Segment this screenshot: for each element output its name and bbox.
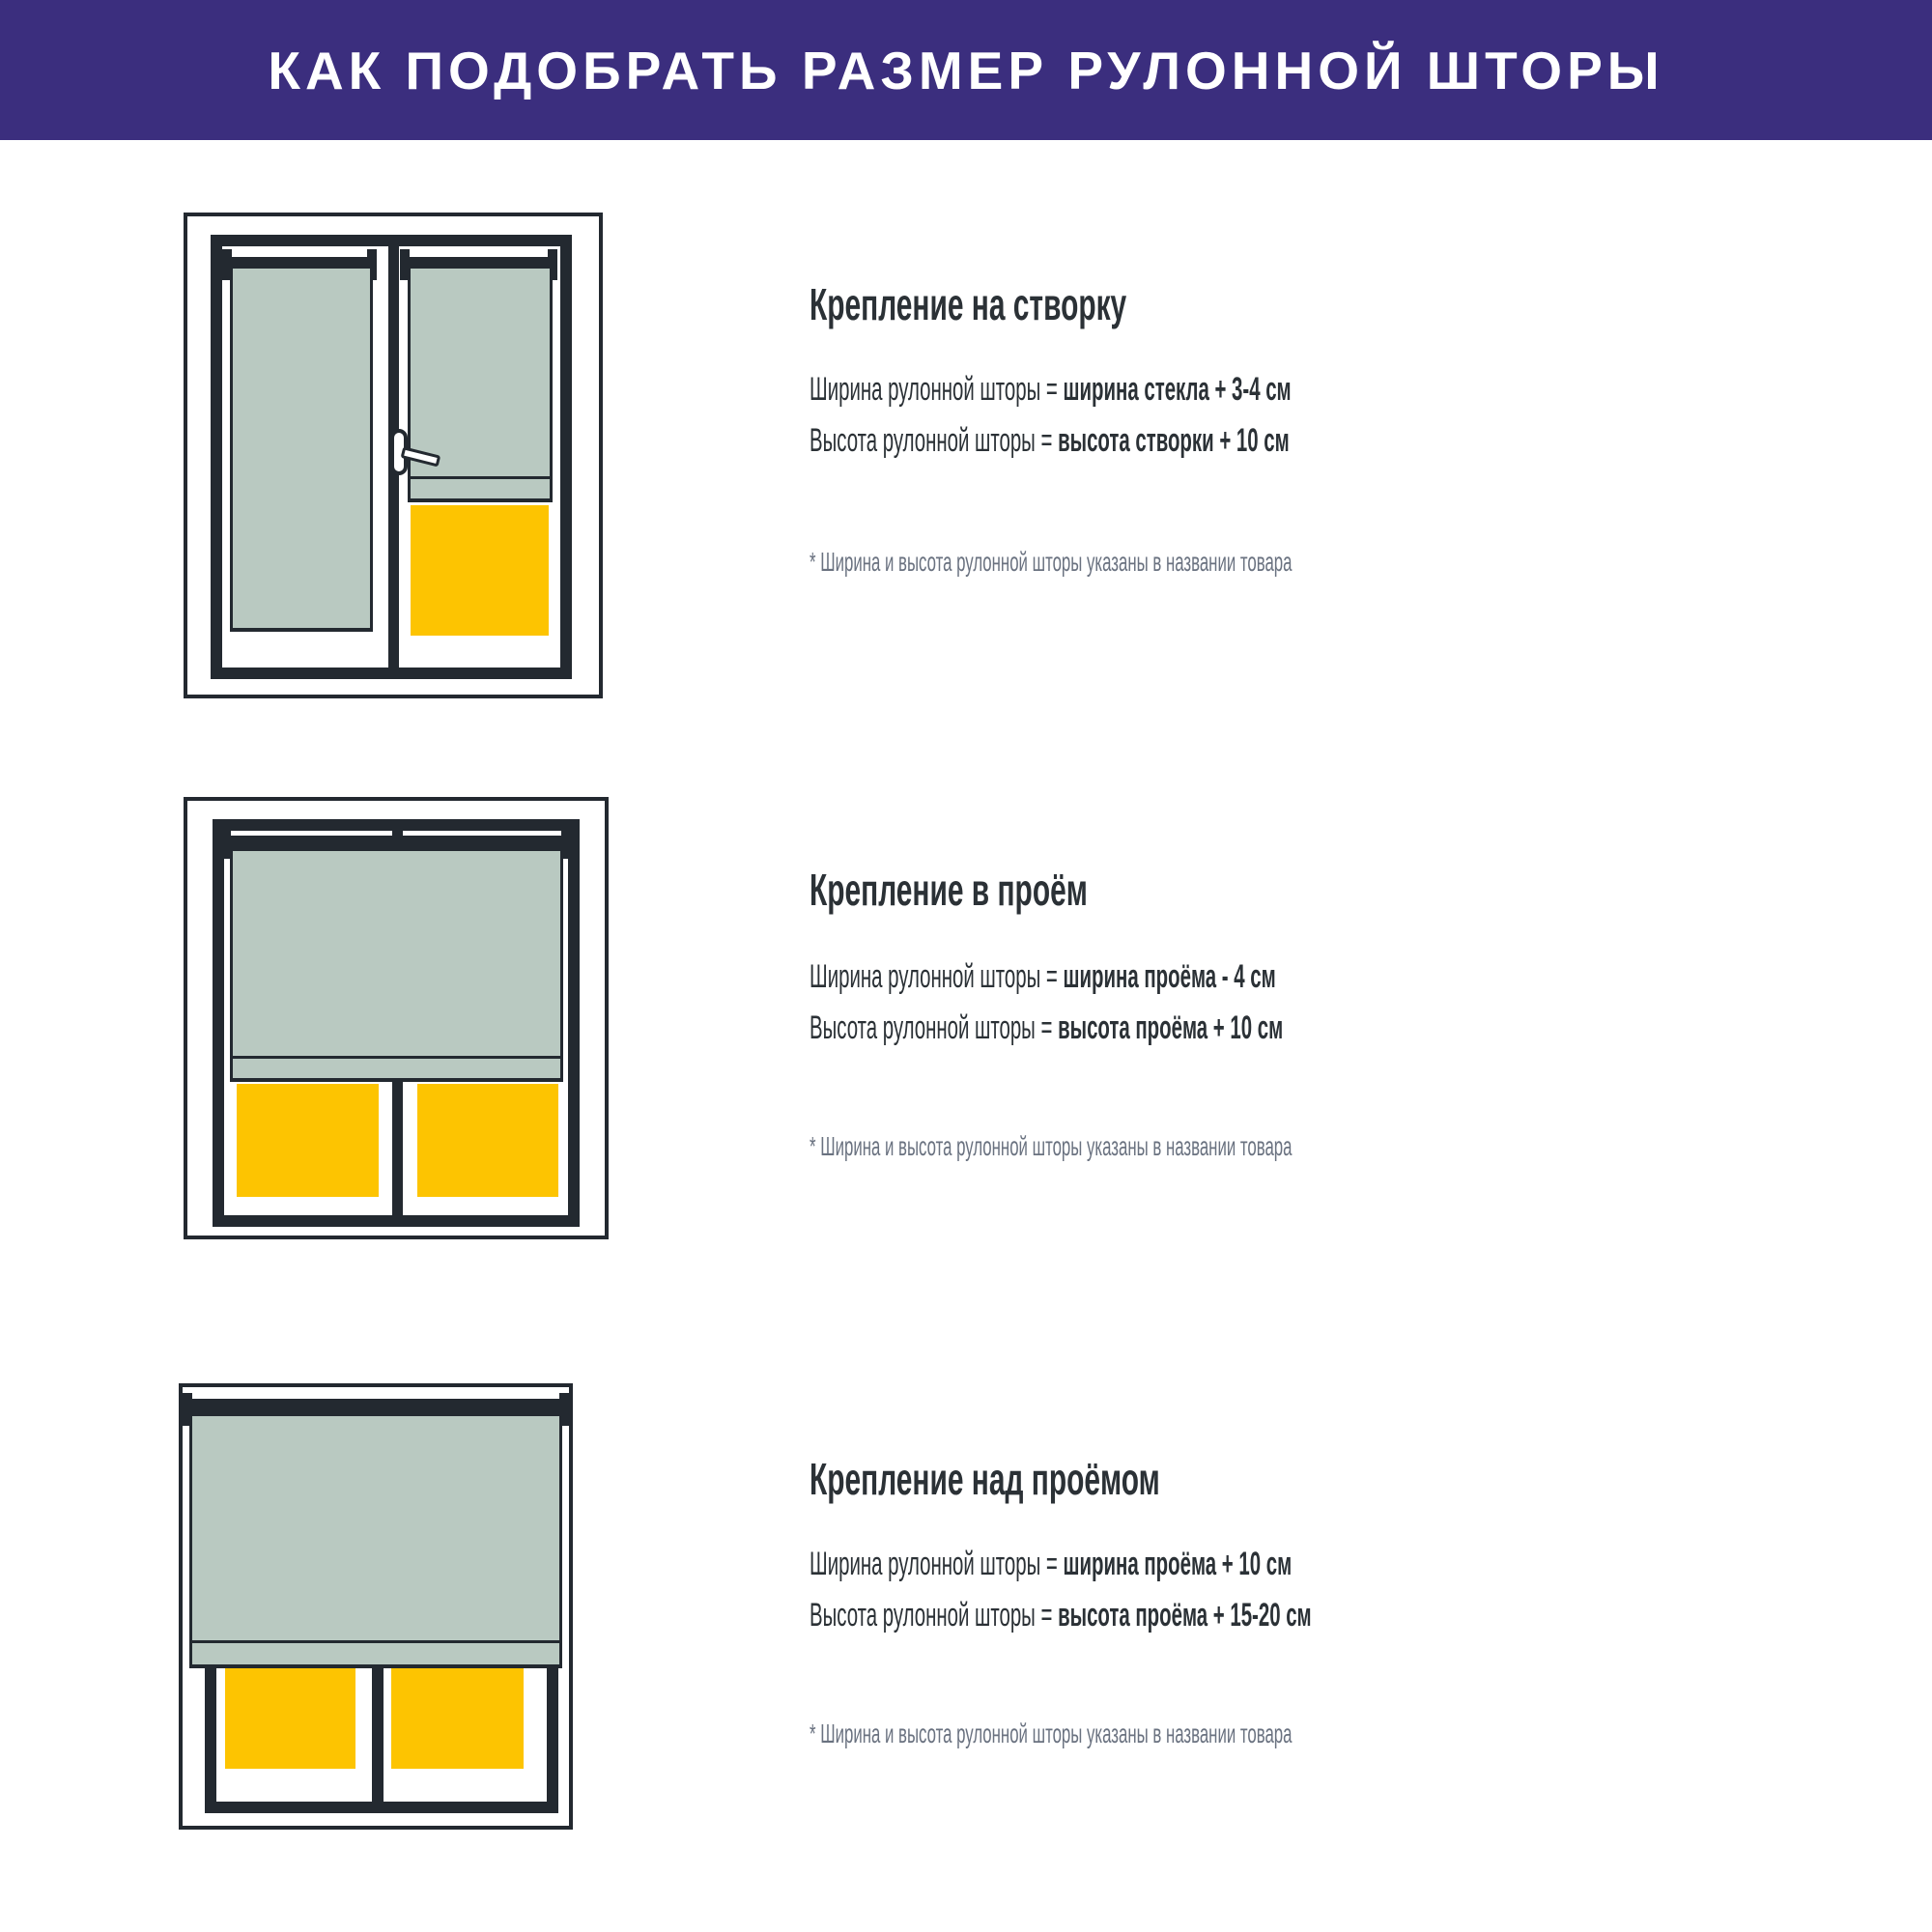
- formula-line: [810, 1597, 1312, 1634]
- formula-label: Высота рулонной шторы =: [810, 422, 1059, 459]
- formula-label: Высота рулонной шторы =: [810, 1009, 1059, 1046]
- formula-value: высота проёма + 10 см: [1058, 1009, 1284, 1046]
- glass-sunlight: [391, 1663, 524, 1769]
- formula-value: ширина стекла + 3-4 см: [1063, 371, 1292, 408]
- formula-label: Ширина рулонной шторы =: [810, 958, 1064, 995]
- section-title: Крепление над проёмом: [810, 1454, 1160, 1504]
- blind-fabric-left-sash: [230, 269, 373, 632]
- blind-fabric: [230, 851, 563, 1059]
- section-title: Крепление в проём: [810, 865, 1088, 915]
- formula-line: [810, 1009, 1283, 1047]
- illustration-mount-in-opening: [184, 797, 609, 1239]
- blind-fabric: [189, 1416, 562, 1643]
- formula-line: [810, 371, 1292, 409]
- formula-value: ширина проёма - 4 см: [1063, 958, 1276, 995]
- blind-rod: [225, 836, 567, 851]
- formula-value: ширина проёма + 10 см: [1063, 1546, 1293, 1582]
- formula-line: [810, 958, 1276, 996]
- blind-rod: [185, 1399, 566, 1416]
- glass-sunlight: [225, 1663, 355, 1769]
- header-banner: [0, 0, 1932, 140]
- page-title: КАК ПОДОБРАТЬ РАЗМЕР РУЛОННОЙ ШТОРЫ: [268, 40, 1664, 100]
- formula-line: [810, 1546, 1292, 1583]
- section-title: Крепление на створку: [810, 279, 1127, 329]
- formula-line: [810, 422, 1290, 460]
- formula-value: высота створки + 10 см: [1058, 422, 1290, 459]
- footnote: * Ширина и высота рулонной шторы указаны в названии товара: [810, 1719, 1293, 1748]
- formula-label: Ширина рулонной шторы =: [810, 371, 1064, 408]
- blind-bottom-bar: [408, 479, 553, 502]
- glass-sunlight: [417, 1084, 558, 1197]
- formula-value: высота проёма + 15-20 см: [1058, 1597, 1312, 1634]
- footnote: * Ширина и высота рулонной шторы указаны в названии товара: [810, 547, 1293, 577]
- formula-label: Высота рулонной шторы =: [810, 1597, 1059, 1634]
- blind-bottom-bar: [230, 1059, 563, 1082]
- blind-fabric-right-sash: [408, 269, 553, 479]
- illustration-mount-above-opening: [179, 1383, 573, 1830]
- illustration-mount-on-sash: [184, 213, 603, 698]
- blind-bottom-bar: [189, 1643, 562, 1668]
- footnote: * Ширина и высота рулонной шторы указаны в названии товара: [810, 1131, 1293, 1161]
- glass-sunlight: [411, 505, 549, 636]
- glass-sunlight: [237, 1084, 379, 1197]
- formula-label: Ширина рулонной шторы =: [810, 1546, 1064, 1582]
